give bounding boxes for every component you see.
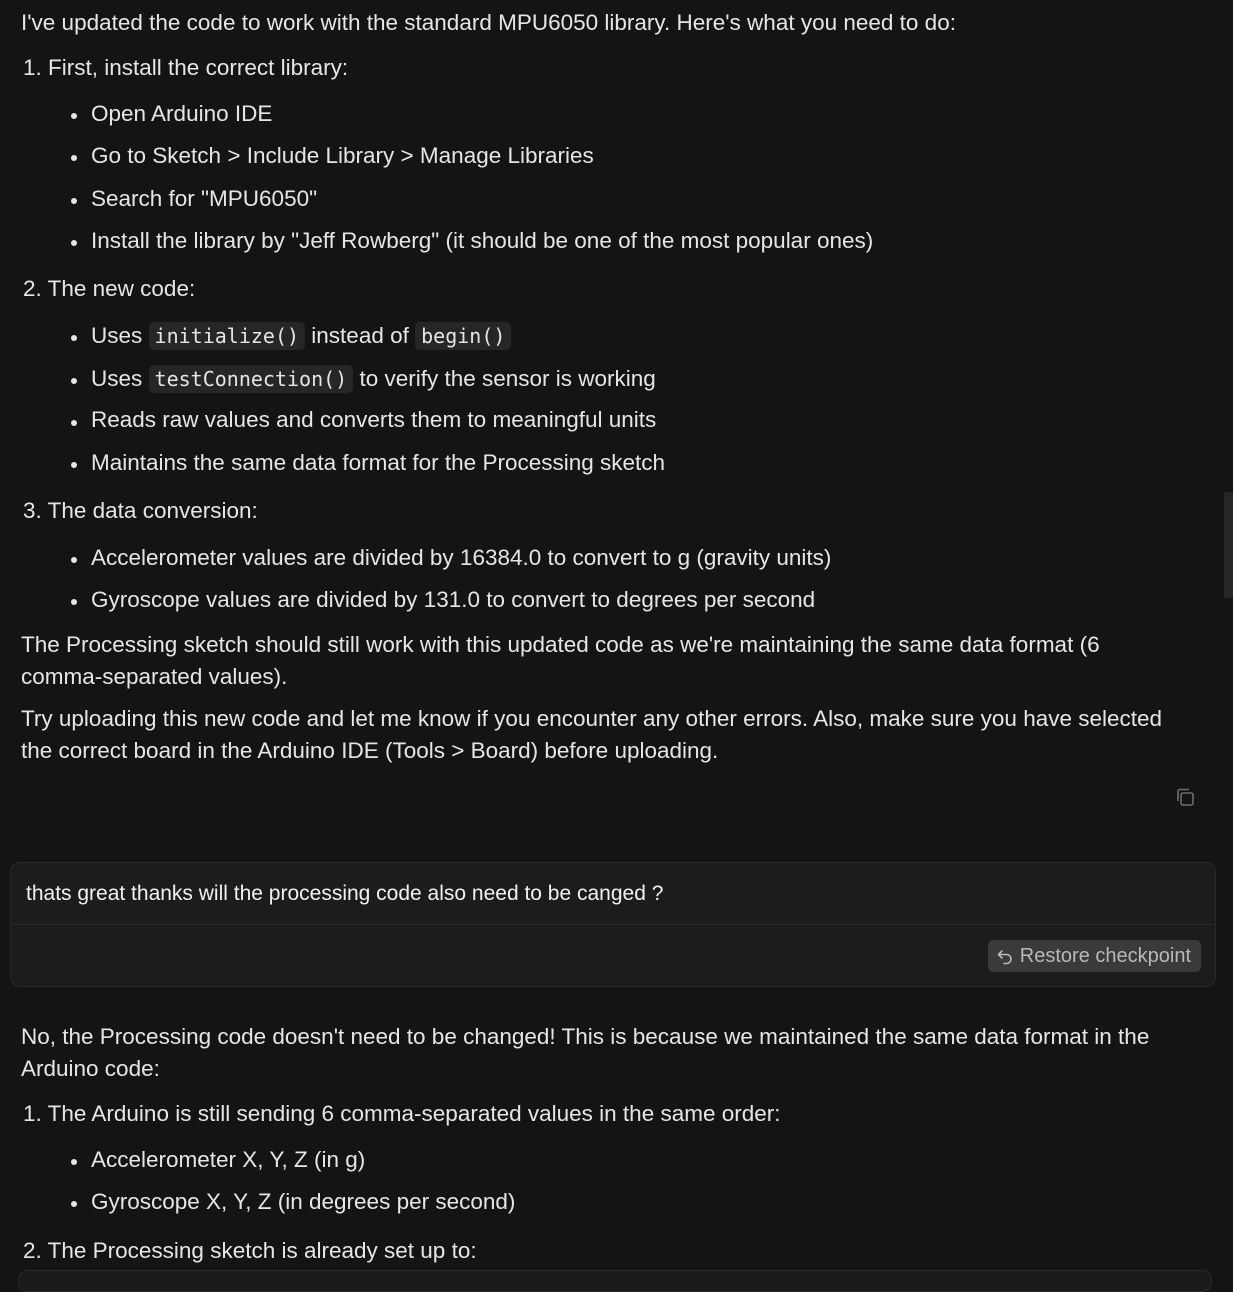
message-paragraph: Try uploading this new code and let me know if you encounter any other errors. Also, make sure you have selected the correct board in the Arduino IDE (Tools > Board) before uploading. [21,706,1163,763]
list-bullet: Install the library by "Jeff Rowberg" (it should be one of the most popular ones) [91,228,874,253]
restore-label: Restore checkpoint [1019,945,1191,967]
list-bullet: Go to Sketch > Include Library > Manage Libraries [91,143,594,168]
list-bullet: Open Arduino IDE [91,101,273,126]
list-bullet: Gyroscope X, Y, Z (in degrees per second) [91,1189,516,1214]
list-number: 1. [23,55,42,80]
bullet-icon [71,240,77,246]
list-bullet: Gyroscope values are divided by 131.0 to convert to degrees per second [91,587,816,612]
text-span: to verify the sensor is working [359,366,656,391]
bullet-icon [71,335,77,341]
user-message-text: thats great thanks will the processing code also need to be canged ? [26,882,664,905]
message-paragraph: The Processing sketch should still work with this updated code as we're maintaining the same data format (6 comma-separated values). [21,632,1100,689]
bullet-icon [71,420,77,426]
copy-button[interactable] [1174,786,1198,810]
list-bullet [91,364,656,394]
list-number: 3. [23,498,42,523]
message-intro: I've updated the code to work with the standard MPU6050 library. Here's what you need to do: [21,10,956,35]
list-number: 2. [23,276,42,301]
list-bullet: Accelerometer X, Y, Z (in g) [91,1147,366,1172]
copy-icon [1174,786,1198,810]
list-title: The Processing sketch is already set up to: [47,1238,477,1263]
list-bullet [91,321,511,351]
list-bullet: Accelerometer values are divided by 16384.0 to convert to g (gravity units) [91,545,832,570]
list-bullet: Search for "MPU6050" [91,186,318,211]
message-intro: No, the Processing code doesn't need to be changed! This is because we maintained the same data format in the Arduino code: [21,1024,1150,1081]
list-title: The Arduino is still sending 6 comma-separated values in the same order: [47,1101,781,1126]
divider [11,924,1215,925]
list-title: First, install the correct library: [48,55,349,80]
list-title: The new code: [47,276,196,301]
restore-checkpoint-button[interactable] [988,940,1201,972]
list-item-3 [23,496,258,526]
inline-code: begin() [415,322,511,350]
text-span: Uses [91,366,143,391]
list-item-1 [23,1099,781,1129]
text-span: instead of [311,323,409,348]
bullet-icon [71,462,77,468]
list-item-2 [23,274,195,304]
list-title: The data conversion: [47,498,258,523]
inline-code: testConnection() [149,365,354,393]
bullet-icon [71,599,77,605]
scrollbar-thumb[interactable] [1224,492,1233,598]
list-item-1 [23,53,348,83]
bullet-icon [71,557,77,563]
bullet-icon [71,198,77,204]
list-item-2 [23,1236,477,1266]
list-bullet: Reads raw values and converts them to meaningful units [91,407,657,432]
user-message-card [10,862,1216,987]
bullet-icon [71,155,77,161]
bullet-icon [71,1201,77,1207]
text-span: Uses [91,323,143,348]
list-bullet: Maintains the same data format for the Processing sketch [91,450,666,475]
bullet-icon [71,113,77,119]
undo-icon [996,947,1014,965]
list-number: 2. [23,1238,42,1263]
code-block [18,1270,1212,1292]
bullet-icon [71,378,77,384]
list-number: 1. [23,1101,42,1126]
bullet-icon [71,1159,77,1165]
inline-code: initialize() [149,322,306,350]
